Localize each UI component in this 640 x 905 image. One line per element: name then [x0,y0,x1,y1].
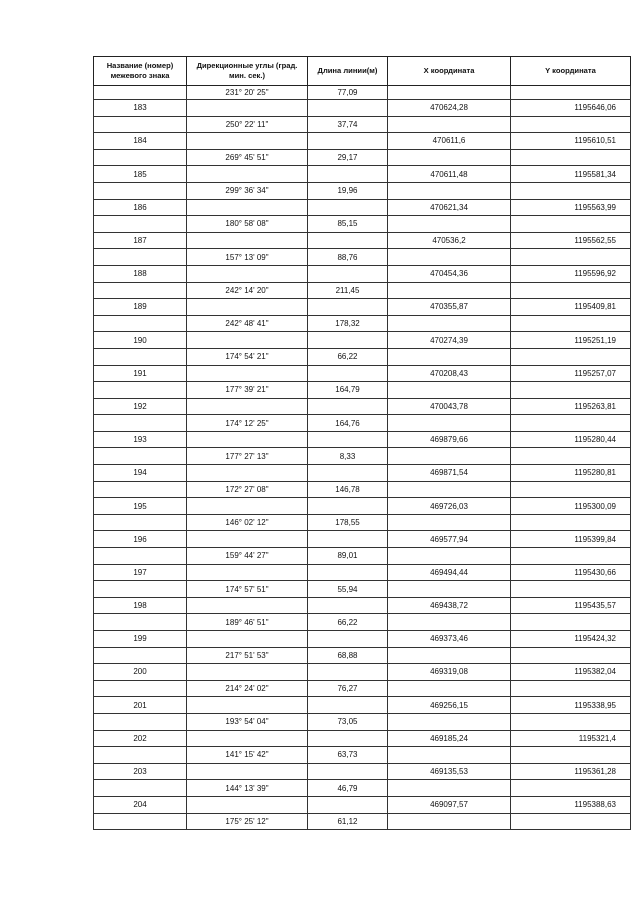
x-coordinate-cell: 469097,57 [388,796,511,813]
bearing-cell-empty [187,697,308,714]
y-cell-empty [511,680,631,697]
y-cell-empty [511,116,631,133]
length-cell-empty [308,730,388,747]
point-name-cell: 184 [94,133,187,150]
point-name-cell: 199 [94,631,187,648]
x-cell-empty [388,448,511,465]
bearing-cell-empty [187,498,308,515]
y-coordinate-cell: 1195409,81 [511,299,631,316]
length-cell: 29,17 [308,149,388,166]
y-cell-empty [511,249,631,266]
bearing-cell-empty [187,431,308,448]
point-name-cell: 201 [94,697,187,714]
point-name-cell: 189 [94,299,187,316]
y-cell-empty [511,514,631,531]
coordinates-table [93,56,631,830]
bearing-cell: 172° 27' 08" [187,481,308,498]
bearing-cell: 175° 25' 12" [187,813,308,830]
table-row-point [94,332,631,349]
length-cell-empty [308,100,388,117]
bearing-cell-empty [187,730,308,747]
point-name-cell-empty [94,315,187,332]
table-row-line [94,747,631,764]
x-coordinate-cell: 470611,6 [388,133,511,150]
bearing-cell: 242° 48' 41" [187,315,308,332]
table-row-point [94,166,631,183]
length-cell-empty [308,631,388,648]
y-cell-empty [511,86,631,100]
bearing-cell: 144° 13' 39" [187,780,308,797]
bearing-cell: 242° 14' 20" [187,282,308,299]
y-coordinate-cell: 1195338,95 [511,697,631,714]
table-row-line [94,713,631,730]
length-cell: 146,78 [308,481,388,498]
table-row-line [94,548,631,565]
x-cell-empty [388,86,511,100]
point-name-cell: 200 [94,664,187,681]
x-coordinate-cell: 470043,78 [388,398,511,415]
table-row-point [94,431,631,448]
x-coordinate-cell: 469871,54 [388,465,511,482]
length-cell: 68,88 [308,647,388,664]
bearing-cell-empty [187,299,308,316]
bearing-cell: 299° 36' 34" [187,182,308,199]
point-name-cell: 185 [94,166,187,183]
point-name-cell: 191 [94,365,187,382]
x-coordinate-cell: 469494,44 [388,564,511,581]
y-cell-empty [511,448,631,465]
point-name-cell-empty [94,86,187,100]
x-coordinate-cell: 470208,43 [388,365,511,382]
y-cell-empty [511,315,631,332]
x-cell-empty [388,647,511,664]
x-cell-empty [388,216,511,233]
point-name-cell: 190 [94,332,187,349]
point-name-cell: 203 [94,763,187,780]
point-name-cell: 197 [94,564,187,581]
header-bearing: Дирекционные углы (град. мин. сек.) [187,57,308,86]
bearing-cell: 159° 44' 27" [187,548,308,565]
length-cell-empty [308,664,388,681]
x-coordinate-cell: 469185,24 [388,730,511,747]
length-cell: 73,05 [308,713,388,730]
bearing-cell: 214° 24' 02" [187,680,308,697]
bearing-cell: 174° 54' 21" [187,348,308,365]
bearing-cell: 157° 13' 09" [187,249,308,266]
length-cell-empty [308,763,388,780]
bearing-cell-empty [187,796,308,813]
table-row-point [94,232,631,249]
x-cell-empty [388,813,511,830]
length-cell-empty [308,465,388,482]
point-name-cell-empty [94,116,187,133]
boundary-coordinates-sheet [93,56,630,830]
y-cell-empty [511,481,631,498]
point-name-cell-empty [94,514,187,531]
x-cell-empty [388,780,511,797]
bearing-cell: 217° 51' 53" [187,647,308,664]
y-coordinate-cell: 1195430,66 [511,564,631,581]
bearing-cell-empty [187,763,308,780]
point-name-cell-empty [94,282,187,299]
point-name-cell: 196 [94,531,187,548]
y-cell-empty [511,348,631,365]
length-cell-empty [308,697,388,714]
length-cell-empty [308,166,388,183]
x-coordinate-cell: 469726,03 [388,498,511,515]
y-cell-empty [511,149,631,166]
table-row-line [94,348,631,365]
bearing-cell: 174° 57' 51" [187,581,308,598]
point-name-cell-empty [94,348,187,365]
table-row-line [94,382,631,399]
point-name-cell-empty [94,249,187,266]
length-cell: 63,73 [308,747,388,764]
x-coordinate-cell: 470274,39 [388,332,511,349]
y-cell-empty [511,713,631,730]
length-cell: 19,96 [308,182,388,199]
point-name-cell: 187 [94,232,187,249]
y-cell-empty [511,282,631,299]
x-coordinate-cell: 470355,87 [388,299,511,316]
length-cell: 164,76 [308,415,388,432]
y-cell-empty [511,813,631,830]
point-name-cell-empty [94,713,187,730]
point-name-cell-empty [94,614,187,631]
bearing-cell-empty [187,232,308,249]
bearing-cell: 269° 45' 51" [187,149,308,166]
length-cell: 61,12 [308,813,388,830]
length-cell: 76,27 [308,680,388,697]
x-coordinate-cell: 470454,36 [388,265,511,282]
bearing-cell-empty [187,531,308,548]
y-coordinate-cell: 1195382,04 [511,664,631,681]
x-coordinate-cell: 469577,94 [388,531,511,548]
y-coordinate-cell: 1195257,07 [511,365,631,382]
y-cell-empty [511,747,631,764]
table-row-line [94,86,631,100]
length-cell-empty [308,597,388,614]
point-name-cell-empty [94,581,187,598]
point-name-cell-empty [94,680,187,697]
point-name-cell: 192 [94,398,187,415]
table-row-line [94,813,631,830]
y-coordinate-cell: 1195399,84 [511,531,631,548]
length-cell-empty [308,299,388,316]
x-coordinate-cell: 469373,46 [388,631,511,648]
x-cell-empty [388,315,511,332]
table-row-point [94,631,631,648]
y-coordinate-cell: 1195321,4 [511,730,631,747]
length-cell-empty [308,431,388,448]
x-cell-empty [388,481,511,498]
y-coordinate-cell: 1195581,34 [511,166,631,183]
point-name-cell: 188 [94,265,187,282]
x-cell-empty [388,149,511,166]
length-cell: 88,76 [308,249,388,266]
length-cell: 8,33 [308,448,388,465]
length-cell-empty [308,332,388,349]
table-row-point [94,133,631,150]
length-cell: 85,15 [308,216,388,233]
bearing-cell-empty [187,332,308,349]
bearing-cell-empty [187,465,308,482]
x-coordinate-cell: 469135,53 [388,763,511,780]
y-cell-empty [511,182,631,199]
x-cell-empty [388,747,511,764]
table-row-point [94,465,631,482]
bearing-cell: 141° 15' 42" [187,747,308,764]
x-cell-empty [388,382,511,399]
point-name-cell: 195 [94,498,187,515]
x-cell-empty [388,348,511,365]
x-cell-empty [388,548,511,565]
y-coordinate-cell: 1195610,51 [511,133,631,150]
x-coordinate-cell: 470536,2 [388,232,511,249]
bearing-cell-empty [187,564,308,581]
y-coordinate-cell: 1195563,99 [511,199,631,216]
length-cell: 55,94 [308,581,388,598]
length-cell-empty [308,232,388,249]
point-name-cell: 198 [94,597,187,614]
x-coordinate-cell: 469879,66 [388,431,511,448]
y-cell-empty [511,548,631,565]
x-coordinate-cell: 469319,08 [388,664,511,681]
bearing-cell-empty [187,265,308,282]
y-coordinate-cell: 1195361,28 [511,763,631,780]
y-coordinate-cell: 1195646,06 [511,100,631,117]
bearing-cell: 231° 20' 25" [187,86,308,100]
table-row-line [94,680,631,697]
bearing-cell: 250° 22' 11" [187,116,308,133]
y-coordinate-cell: 1195280,44 [511,431,631,448]
x-coordinate-cell: 470624,28 [388,100,511,117]
bearing-cell: 174° 12' 25" [187,415,308,432]
table-row-line [94,415,631,432]
x-cell-empty [388,116,511,133]
bearing-cell-empty [187,199,308,216]
length-cell-empty [308,365,388,382]
point-name-cell-empty [94,448,187,465]
x-cell-empty [388,249,511,266]
table-row-line [94,149,631,166]
x-coordinate-cell: 470621,34 [388,199,511,216]
length-cell: 66,22 [308,614,388,631]
x-coordinate-cell: 469438,72 [388,597,511,614]
point-name-cell: 193 [94,431,187,448]
length-cell-empty [308,531,388,548]
table-row-point [94,265,631,282]
table-row-line [94,614,631,631]
table-header-row [94,57,631,86]
point-name-cell: 204 [94,796,187,813]
bearing-cell-empty [187,597,308,614]
length-cell-empty [308,564,388,581]
header-y: Y координата [511,57,631,86]
x-cell-empty [388,415,511,432]
x-cell-empty [388,713,511,730]
table-row-line [94,282,631,299]
table-row-point [94,199,631,216]
length-cell: 77,09 [308,86,388,100]
bearing-cell-empty [187,365,308,382]
bearing-cell-empty [187,631,308,648]
y-cell-empty [511,581,631,598]
table-row-point [94,763,631,780]
table-row-point [94,730,631,747]
point-name-cell-empty [94,216,187,233]
y-cell-empty [511,614,631,631]
y-cell-empty [511,415,631,432]
table-row-point [94,664,631,681]
x-cell-empty [388,581,511,598]
y-cell-empty [511,216,631,233]
bearing-cell-empty [187,664,308,681]
length-cell: 178,55 [308,514,388,531]
bearing-cell: 146° 02' 12" [187,514,308,531]
table-row-line [94,249,631,266]
point-name-cell-empty [94,747,187,764]
bearing-cell: 177° 39' 21" [187,382,308,399]
y-coordinate-cell: 1195562,55 [511,232,631,249]
table-row-line [94,514,631,531]
x-coordinate-cell: 469256,15 [388,697,511,714]
point-name-cell: 183 [94,100,187,117]
bearing-cell-empty [187,166,308,183]
point-name-cell: 194 [94,465,187,482]
y-cell-empty [511,382,631,399]
point-name-cell-empty [94,780,187,797]
point-name-cell-empty [94,149,187,166]
bearing-cell: 180° 58' 08" [187,216,308,233]
header-length: Длина линии(м) [308,57,388,86]
x-cell-empty [388,514,511,531]
length-cell: 211,45 [308,282,388,299]
x-cell-empty [388,282,511,299]
point-name-cell-empty [94,415,187,432]
y-cell-empty [511,647,631,664]
x-cell-empty [388,182,511,199]
y-coordinate-cell: 1195435,57 [511,597,631,614]
length-cell: 89,01 [308,548,388,565]
length-cell-empty [308,133,388,150]
header-point-name: Название (номер) межевого знака [94,57,187,86]
length-cell: 66,22 [308,348,388,365]
point-name-cell-empty [94,182,187,199]
table-body [94,86,631,830]
bearing-cell: 177° 27' 13" [187,448,308,465]
table-row-line [94,116,631,133]
bearing-cell-empty [187,398,308,415]
y-coordinate-cell: 1195263,81 [511,398,631,415]
bearing-cell: 189° 46' 51" [187,614,308,631]
y-coordinate-cell: 1195300,09 [511,498,631,515]
point-name-cell: 186 [94,199,187,216]
length-cell: 37,74 [308,116,388,133]
x-coordinate-cell: 470611,48 [388,166,511,183]
y-coordinate-cell: 1195280,81 [511,465,631,482]
y-coordinate-cell: 1195388,63 [511,796,631,813]
point-name-cell-empty [94,647,187,664]
table-row-point [94,597,631,614]
table-row-line [94,216,631,233]
y-coordinate-cell: 1195424,32 [511,631,631,648]
table-row-point [94,796,631,813]
header-x: X координата [388,57,511,86]
length-cell-empty [308,265,388,282]
table-row-point [94,299,631,316]
table-row-line [94,647,631,664]
table-row-point [94,498,631,515]
point-name-cell-empty [94,813,187,830]
table-row-point [94,365,631,382]
point-name-cell-empty [94,481,187,498]
table-row-point [94,100,631,117]
length-cell-empty [308,498,388,515]
point-name-cell: 202 [94,730,187,747]
table-row-line [94,581,631,598]
table-row-point [94,531,631,548]
x-cell-empty [388,614,511,631]
table-row-line [94,481,631,498]
length-cell-empty [308,398,388,415]
table-row-line [94,448,631,465]
table-row-line [94,315,631,332]
length-cell: 164,79 [308,382,388,399]
bearing-cell: 193° 54' 04" [187,713,308,730]
point-name-cell-empty [94,382,187,399]
bearing-cell-empty [187,100,308,117]
x-cell-empty [388,680,511,697]
point-name-cell-empty [94,548,187,565]
bearing-cell-empty [187,133,308,150]
length-cell-empty [308,796,388,813]
table-row-point [94,398,631,415]
table-row-point [94,564,631,581]
table-row-line [94,780,631,797]
table-row-point [94,697,631,714]
table-row-line [94,182,631,199]
length-cell: 46,79 [308,780,388,797]
y-coordinate-cell: 1195596,92 [511,265,631,282]
length-cell-empty [308,199,388,216]
length-cell: 178,32 [308,315,388,332]
y-cell-empty [511,780,631,797]
y-coordinate-cell: 1195251,19 [511,332,631,349]
